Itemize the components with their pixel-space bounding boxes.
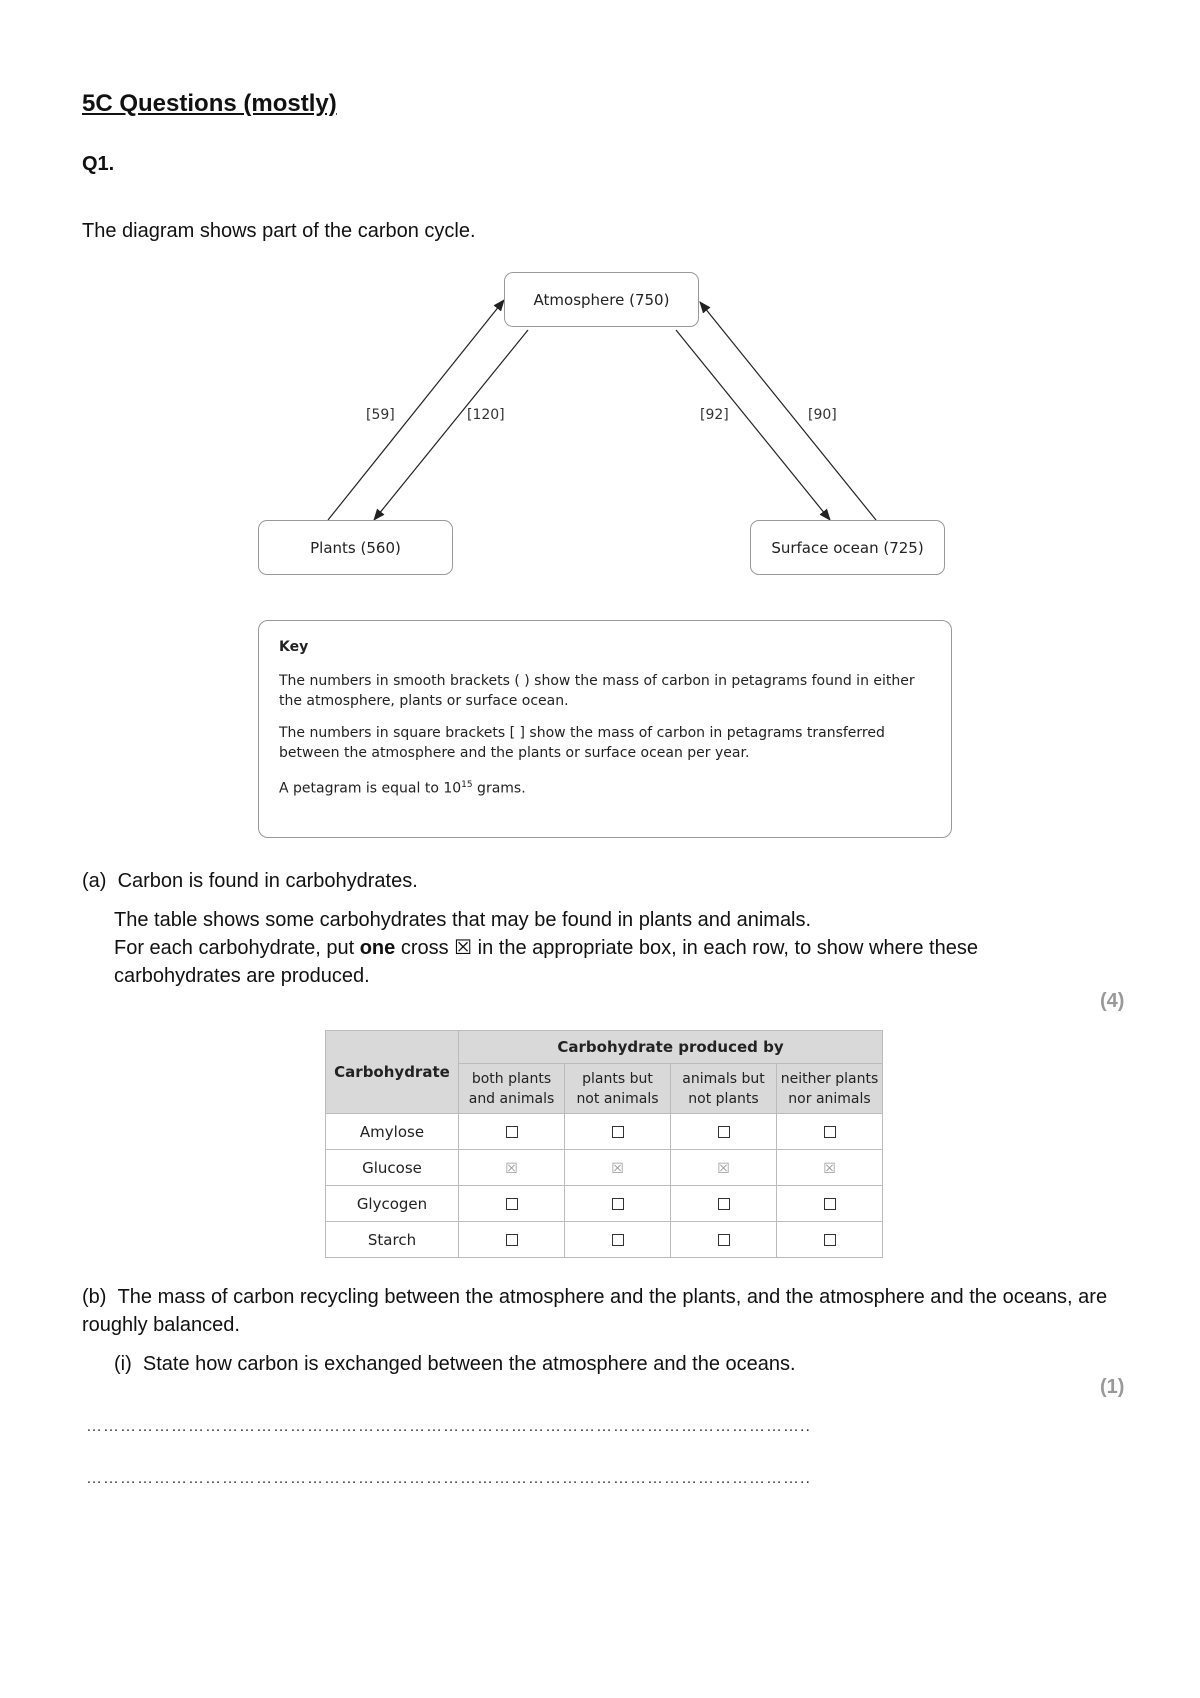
checkbox-glycogen-animals[interactable] — [671, 1186, 777, 1222]
page-title: 5C Questions (mostly) — [82, 90, 337, 117]
part-b-stem: (b) The mass of carbon recycling between the atmosphere and the plants, and the atmosphere and the oceans, are roughly balanced. — [82, 1286, 1108, 1336]
key-box — [258, 620, 952, 838]
flow-label-90: [90] — [808, 407, 837, 423]
part-a-stem: (a) Carbon is found in carbohydrates. — [82, 870, 418, 892]
table-row — [326, 1186, 883, 1222]
atmosphere-box: Atmosphere (750) — [504, 272, 699, 327]
checkbox-glucose-both[interactable]: ☒ — [459, 1150, 565, 1186]
table-row — [326, 1114, 883, 1150]
checkbox-starch-animals[interactable] — [671, 1222, 777, 1258]
col-header-both: both plants and animals — [459, 1064, 565, 1114]
part-a-marks: (4) — [1100, 990, 1125, 1012]
row-label-amylose: Amylose — [326, 1114, 459, 1150]
question-intro: The diagram shows part of the carbon cycle. — [82, 220, 476, 242]
part-a-instruction-1: The table shows some carbohydrates that may be found in plants and animals. — [114, 909, 812, 931]
part-a-instruction-2: For each carbohydrate, put one cross ☒ in the appropriate box, in each row, to show where these carbohydrates are produced. — [114, 937, 978, 987]
part-a-instructions — [114, 906, 1094, 990]
col-header-neither: neither plants nor animals — [777, 1064, 883, 1114]
group-header: Carbohydrate produced by — [459, 1031, 883, 1064]
surface-ocean-box: Surface ocean (725) — [750, 520, 945, 575]
part-b-marks: (1) — [1100, 1376, 1125, 1398]
checkbox-glycogen-both[interactable] — [459, 1186, 565, 1222]
flow-label-59: [59] — [366, 407, 395, 423]
arrow-atmosphere-to-plants — [374, 330, 528, 520]
row-header: Carbohydrate — [326, 1031, 459, 1114]
key-line-square-brackets: The numbers in square brackets [ ] show the mass of carbon in petagrams transferred between the atmosphere and the plants or surface ocean per year. — [279, 725, 885, 761]
checkbox-glucose-plants[interactable]: ☒ — [565, 1150, 671, 1186]
part-b-sub-i: (i) State how carbon is exchanged between the atmosphere and the oceans. — [114, 1353, 796, 1375]
col-header-plants-only: plants but not animals — [565, 1064, 671, 1114]
answer-line-1[interactable]: ……………………………………………………………………………………………………………….. — [86, 1418, 811, 1435]
arrow-atmosphere-to-ocean — [676, 330, 830, 520]
checkbox-glucose-neither[interactable]: ☒ — [777, 1150, 883, 1186]
flow-label-120: [120] — [467, 407, 505, 423]
checkbox-glycogen-neither[interactable] — [777, 1186, 883, 1222]
key-line-petagram: A petagram is equal to $10^{15}$ grams. — [279, 780, 526, 797]
checkbox-starch-plants[interactable] — [565, 1222, 671, 1258]
checkbox-amylose-both[interactable] — [459, 1114, 565, 1150]
row-label-glucose: Glucose — [326, 1150, 459, 1186]
answer-line-2[interactable]: ……………………………………………………………………………………………………………….. — [86, 1470, 811, 1487]
checkbox-glycogen-plants[interactable] — [565, 1186, 671, 1222]
plants-box: Plants (560) — [258, 520, 453, 575]
table-row — [326, 1222, 883, 1258]
checkbox-amylose-neither[interactable] — [777, 1114, 883, 1150]
checkbox-amylose-animals[interactable] — [671, 1114, 777, 1150]
checkbox-starch-both[interactable] — [459, 1222, 565, 1258]
row-label-glycogen: Glycogen — [326, 1186, 459, 1222]
question-number: Q1. — [82, 153, 115, 175]
checkbox-amylose-plants[interactable] — [565, 1114, 671, 1150]
key-heading: Key — [279, 639, 309, 655]
row-label-starch: Starch — [326, 1222, 459, 1258]
col-header-animals-only: animals but not plants — [671, 1064, 777, 1114]
key-line-smooth-brackets: The numbers in smooth brackets ( ) show the mass of carbon in petagrams found in either the atmosphere, plants or surface ocean. — [279, 673, 915, 709]
carbohydrate-table — [325, 1030, 883, 1258]
table-row — [326, 1150, 883, 1186]
checkbox-glucose-animals[interactable]: ☒ — [671, 1150, 777, 1186]
flow-label-92: [92] — [700, 407, 729, 423]
checkbox-starch-neither[interactable] — [777, 1222, 883, 1258]
